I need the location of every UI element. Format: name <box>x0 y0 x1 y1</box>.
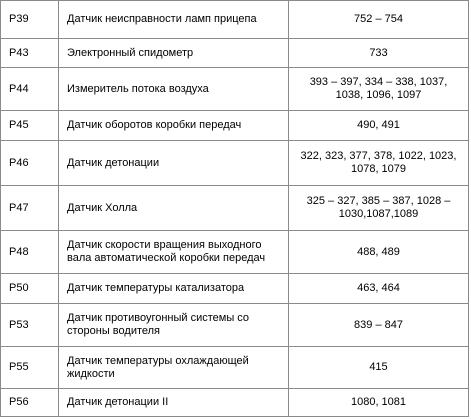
code-cell: P45 <box>1 111 59 141</box>
code-cell: P55 <box>1 347 59 389</box>
values-cell: 733 <box>289 39 469 68</box>
code-cell: P50 <box>1 274 59 304</box>
code-cell: P39 <box>1 1 59 39</box>
values-cell: 490, 491 <box>289 111 469 141</box>
table-row <box>1 347 469 389</box>
values-cell: 463, 464 <box>289 274 469 304</box>
code-cell: P53 <box>1 304 59 347</box>
table-row <box>1 304 469 347</box>
description-cell: Датчик Холла <box>59 186 289 231</box>
table-row <box>1 186 469 231</box>
description-cell: Датчик скорости вращения выходного вала автоматической коробки передач <box>59 231 289 274</box>
values-cell: 325 – 327, 385 – 387, 1028 – 1030,1087,1089 <box>289 186 469 231</box>
values-cell: 488, 489 <box>289 231 469 274</box>
table-row <box>1 111 469 141</box>
description-cell: Электронный спидометр <box>59 39 289 68</box>
description-cell: Датчик температуры охлаждающей жидкости <box>59 347 289 389</box>
table-row <box>1 231 469 274</box>
table-row <box>1 1 469 39</box>
values-cell: 415 <box>289 347 469 389</box>
code-cell: P44 <box>1 68 59 111</box>
description-cell: Датчик детонации II <box>59 389 289 417</box>
table-row <box>1 68 469 111</box>
code-cell: P56 <box>1 389 59 417</box>
values-cell: 322, 323, 377, 378, 1022, 1023, 1078, 1079 <box>289 141 469 186</box>
description-cell: Датчик детонации <box>59 141 289 186</box>
code-cell: P46 <box>1 141 59 186</box>
values-cell: 752 – 754 <box>289 1 469 39</box>
description-cell: Датчик неисправности ламп прицепа <box>59 1 289 39</box>
description-cell: Датчик противоугонный системы со стороны водителя <box>59 304 289 347</box>
description-cell: Датчик оборотов коробки передач <box>59 111 289 141</box>
code-cell: P43 <box>1 39 59 68</box>
code-cell: P47 <box>1 186 59 231</box>
values-cell: 839 – 847 <box>289 304 469 347</box>
table-row <box>1 141 469 186</box>
code-cell: P48 <box>1 231 59 274</box>
description-cell: Измеритель потока воздуха <box>59 68 289 111</box>
table-row <box>1 39 469 68</box>
table-row <box>1 389 469 417</box>
table-row <box>1 274 469 304</box>
values-cell: 393 – 397, 334 – 338, 1037, 1038, 1096, 1097 <box>289 68 469 111</box>
values-cell: 1080, 1081 <box>289 389 469 417</box>
description-cell: Датчик температуры катализатора <box>59 274 289 304</box>
